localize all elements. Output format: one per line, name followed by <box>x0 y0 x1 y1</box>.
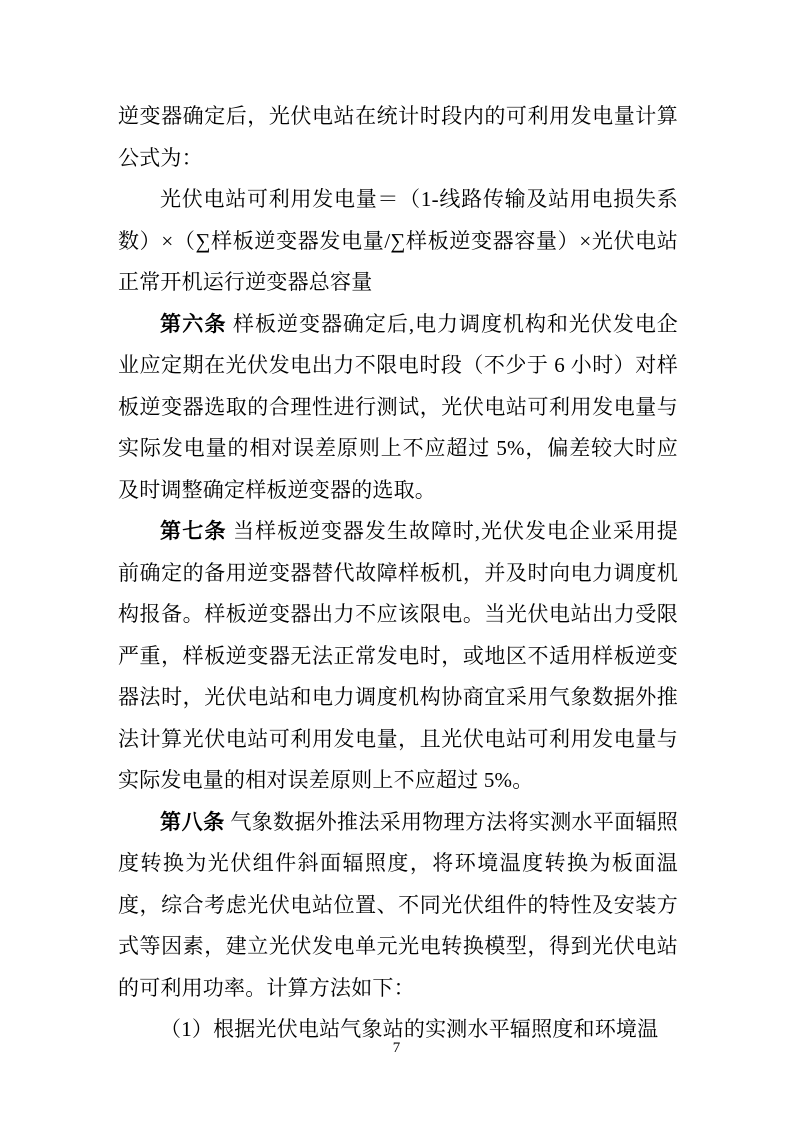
article-text-8: 气象数据外推法采用物理方法将实测水平面辐照度转换为光伏组件斜面辐照度，将环境温度转换为板面温度，综合考虑光伏电站位置、不同光伏组件的特性及安装方式等因素，建立光伏发电单元光电转换模型，得到光伏电站的可利用功率。计算方法如下： <box>118 809 678 1000</box>
article-text-7: 当样板逆变器发生故障时,光伏发电企业采用提前确定的备用逆变器替代故障样板机，并及时向电力调度机构报备。样板逆变器出力不应该限电。当光伏电站出力受限严重，样板逆变器无法正常发电时，或地区不适用样板逆变器法时，光伏电站和电力调度机构协商宜采用气象数据外推法计算光伏电站可利用发电量，且光伏电站可利用发电量与实际发电量的相对误差原则上不应超过 5%。 <box>118 519 678 792</box>
paragraph-item-1: （1）根据光伏电站气象站的实测水平辐照度和环境温 <box>160 1017 659 1041</box>
paragraph-intro: 逆变器确定后，光伏电站在统计时段内的可利用发电量计算公式为： <box>118 104 678 170</box>
page-number: 7 <box>392 1040 401 1056</box>
article-label-8: 第八条 <box>160 809 225 834</box>
paragraph-article-8 <box>118 802 678 1010</box>
article-label-7: 第七条 <box>160 519 227 543</box>
article-label-6: 第六条 <box>160 311 227 336</box>
page-body <box>118 96 678 1051</box>
paragraph-article-7 <box>118 511 678 802</box>
paragraph-formula: 光伏电站可利用发电量＝（1-线路传输及站用电损失系数）×（∑样板逆变器发电量/∑样板逆变器容量）×光伏电站正常开机运行逆变器总容量 <box>118 187 678 294</box>
paragraph-article-6 <box>118 304 678 512</box>
article-text-6: 样板逆变器确定后,电力调度机构和光伏发电企业应定期在光伏发电出力不限电时段（不少于 6 小时）对样板逆变器选取的合理性进行测试，光伏电站可利用发电量与实际发电量的相对误差原则上不应超过 5%，偏差较大时应及时调整确定样板逆变器的选取。 <box>118 311 678 502</box>
